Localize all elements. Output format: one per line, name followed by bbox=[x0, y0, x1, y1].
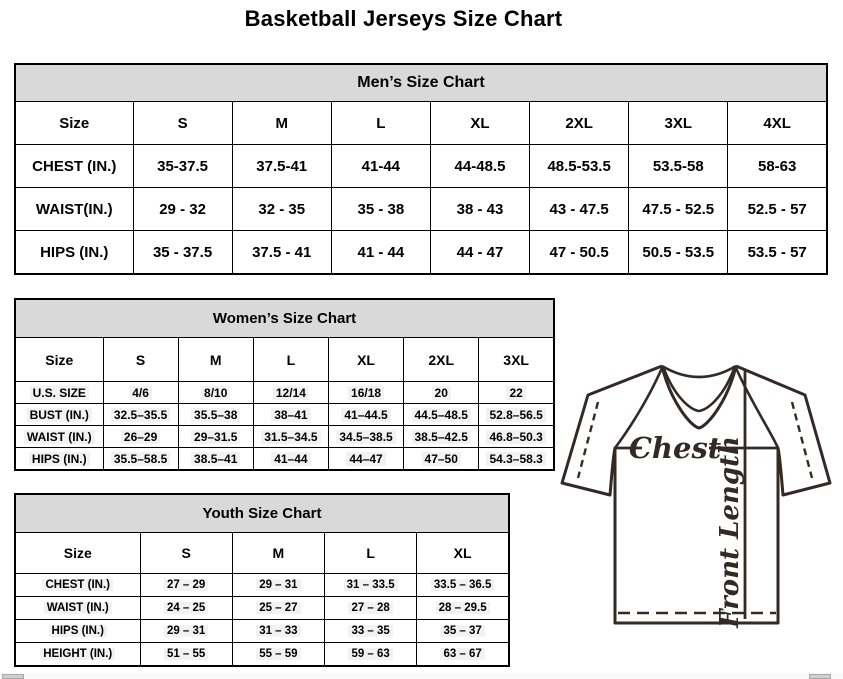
size-cell: 54.3–58.3 bbox=[479, 448, 554, 471]
size-cell: 38.5–42.5 bbox=[404, 426, 479, 448]
mens-header-row bbox=[15, 102, 827, 145]
header-cell: M bbox=[232, 533, 324, 574]
row-label: WAIST (IN.) bbox=[15, 426, 103, 448]
size-cell: 53.5 - 57 bbox=[728, 231, 827, 275]
size-cell: 38–41 bbox=[253, 404, 328, 426]
table-row bbox=[15, 643, 509, 667]
size-cell: 59 – 63 bbox=[325, 643, 417, 667]
youth-header-row bbox=[15, 533, 509, 574]
table-row bbox=[15, 382, 554, 404]
header-cell: M bbox=[178, 338, 253, 382]
size-cell: 37.5-41 bbox=[232, 145, 331, 188]
chest-label: Chest bbox=[628, 431, 722, 465]
size-cell: 35 – 37 bbox=[417, 620, 509, 643]
table-row bbox=[15, 597, 509, 620]
header-cell: 3XL bbox=[479, 338, 554, 382]
size-cell: 41–44 bbox=[253, 448, 328, 471]
size-cell: 47–50 bbox=[404, 448, 479, 471]
size-cell: 44.5–48.5 bbox=[404, 404, 479, 426]
size-cell: 32.5–35.5 bbox=[103, 404, 178, 426]
header-cell: 4XL bbox=[728, 102, 827, 145]
size-cell: 35-37.5 bbox=[133, 145, 232, 188]
youth-table-title-row bbox=[15, 494, 509, 533]
size-cell: 46.8–50.3 bbox=[479, 426, 554, 448]
size-cell: 51 – 55 bbox=[140, 643, 232, 667]
header-cell: XL bbox=[417, 533, 509, 574]
size-cell: 32 - 35 bbox=[232, 188, 331, 231]
size-cell: 34.5–38.5 bbox=[328, 426, 403, 448]
size-cell: 22 bbox=[479, 382, 554, 404]
size-cell: 20 bbox=[404, 382, 479, 404]
size-cell: 52.5 - 57 bbox=[728, 188, 827, 231]
header-cell: Size bbox=[15, 338, 103, 382]
size-cell: 31 – 33 bbox=[232, 620, 324, 643]
mens-size-chart-section bbox=[14, 63, 828, 275]
horizontal-scrollbar[interactable] bbox=[0, 673, 843, 679]
header-cell: M bbox=[232, 102, 331, 145]
womens-table-title-row bbox=[15, 299, 554, 338]
row-label: WAIST(IN.) bbox=[15, 188, 133, 231]
jersey-measurement-diagram bbox=[552, 352, 838, 642]
size-cell: 35 - 37.5 bbox=[133, 231, 232, 275]
table-row bbox=[15, 404, 554, 426]
header-cell: S bbox=[140, 533, 232, 574]
header-cell: S bbox=[133, 102, 232, 145]
size-cell: 4/6 bbox=[103, 382, 178, 404]
size-cell: 29 – 31 bbox=[232, 574, 324, 597]
header-cell: Size bbox=[15, 533, 140, 574]
size-cell: 33 – 35 bbox=[325, 620, 417, 643]
vneck-outline bbox=[662, 366, 736, 428]
jersey-outline bbox=[562, 366, 830, 623]
header-cell: 2XL bbox=[404, 338, 479, 382]
size-cell: 28 – 29.5 bbox=[417, 597, 509, 620]
size-cell: 29 – 31 bbox=[140, 620, 232, 643]
size-cell: 35.5–38 bbox=[178, 404, 253, 426]
mens-table-title-row bbox=[15, 64, 827, 102]
size-cell: 31.5–34.5 bbox=[253, 426, 328, 448]
size-cell: 48.5-53.5 bbox=[530, 145, 629, 188]
row-label: BUST (IN.) bbox=[15, 404, 103, 426]
womens-size-table bbox=[14, 298, 555, 471]
size-cell: 47.5 - 52.5 bbox=[629, 188, 728, 231]
mens-table-title: Men’s Size Chart bbox=[15, 64, 827, 102]
size-cell: 16/18 bbox=[328, 382, 403, 404]
size-cell: 35 - 38 bbox=[331, 188, 430, 231]
header-cell: L bbox=[253, 338, 328, 382]
size-cell: 29 - 32 bbox=[133, 188, 232, 231]
size-cell: 63 – 67 bbox=[417, 643, 509, 667]
size-cell: 41–44.5 bbox=[328, 404, 403, 426]
size-cell: 25 – 27 bbox=[232, 597, 324, 620]
size-cell: 44-48.5 bbox=[430, 145, 529, 188]
size-cell: 31 – 33.5 bbox=[325, 574, 417, 597]
header-cell: XL bbox=[430, 102, 529, 145]
size-cell: 55 – 59 bbox=[232, 643, 324, 667]
header-cell: L bbox=[325, 533, 417, 574]
size-cell: 38 - 43 bbox=[430, 188, 529, 231]
size-cell: 27 – 29 bbox=[140, 574, 232, 597]
table-row bbox=[15, 574, 509, 597]
size-cell: 38.5–41 bbox=[178, 448, 253, 471]
size-cell: 8/10 bbox=[178, 382, 253, 404]
row-label: HIPS (IN.) bbox=[15, 448, 103, 471]
table-row bbox=[15, 231, 827, 275]
youth-size-table bbox=[14, 493, 510, 667]
row-label: CHEST (IN.) bbox=[15, 574, 140, 597]
size-cell: 52.8–56.5 bbox=[479, 404, 554, 426]
row-label: HEIGHT (IN.) bbox=[15, 643, 140, 667]
header-cell: 2XL bbox=[530, 102, 629, 145]
header-cell: S bbox=[103, 338, 178, 382]
size-cell: 24 – 25 bbox=[140, 597, 232, 620]
header-cell: XL bbox=[328, 338, 403, 382]
table-row bbox=[15, 426, 554, 448]
scrollbar-left-thumb[interactable] bbox=[2, 674, 24, 679]
table-row bbox=[15, 620, 509, 643]
size-cell: 47 - 50.5 bbox=[530, 231, 629, 275]
mens-size-table bbox=[14, 63, 828, 275]
size-cell: 12/14 bbox=[253, 382, 328, 404]
row-label: U.S. SIZE bbox=[15, 382, 103, 404]
collar-top-arc bbox=[662, 366, 736, 377]
womens-header-row bbox=[15, 338, 554, 382]
womens-table-title: Women’s Size Chart bbox=[15, 299, 554, 338]
size-cell: 44–47 bbox=[328, 448, 403, 471]
page-title: Basketball Jerseys Size Chart bbox=[244, 6, 563, 31]
row-label: HIPS (IN.) bbox=[15, 231, 133, 275]
header-cell: L bbox=[331, 102, 430, 145]
size-cell: 29–31.5 bbox=[178, 426, 253, 448]
row-label: HIPS (IN.) bbox=[15, 620, 140, 643]
size-cell: 50.5 - 53.5 bbox=[629, 231, 728, 275]
row-label: CHEST (IN.) bbox=[15, 145, 133, 188]
size-cell: 35.5–58.5 bbox=[103, 448, 178, 471]
size-cell: 43 - 47.5 bbox=[530, 188, 629, 231]
size-cell: 33.5 – 36.5 bbox=[417, 574, 509, 597]
scrollbar-right-thumb[interactable] bbox=[809, 674, 831, 679]
size-cell: 41 - 44 bbox=[331, 231, 430, 275]
size-cell: 26–29 bbox=[103, 426, 178, 448]
table-row bbox=[15, 188, 827, 231]
header-cell: Size bbox=[15, 102, 133, 145]
collar-band-arc bbox=[664, 369, 734, 411]
front-length-label: Front Length bbox=[715, 436, 745, 628]
table-row bbox=[15, 145, 827, 188]
size-cell: 27 – 28 bbox=[325, 597, 417, 620]
womens-size-chart-section bbox=[14, 298, 555, 471]
row-label: WAIST (IN.) bbox=[15, 597, 140, 620]
youth-table-title: Youth Size Chart bbox=[15, 494, 509, 533]
youth-size-chart-section bbox=[14, 493, 510, 667]
header-cell: 3XL bbox=[629, 102, 728, 145]
table-row bbox=[15, 448, 554, 471]
size-cell: 53.5-58 bbox=[629, 145, 728, 188]
size-cell: 58-63 bbox=[728, 145, 827, 188]
size-cell: 41-44 bbox=[331, 145, 430, 188]
size-cell: 44 - 47 bbox=[430, 231, 529, 275]
size-cell: 37.5 - 41 bbox=[232, 231, 331, 275]
